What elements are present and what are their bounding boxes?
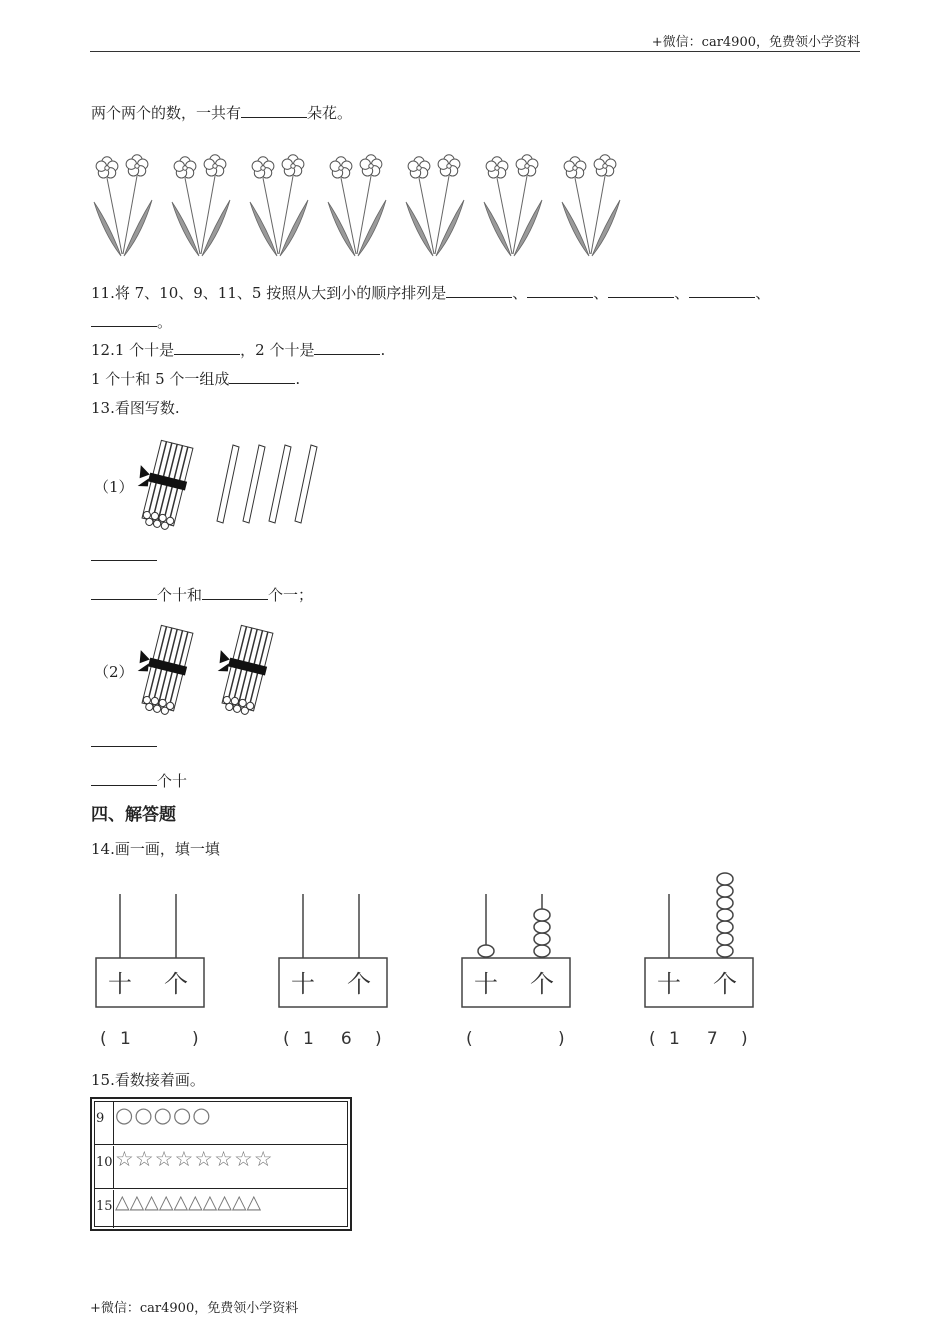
single-stick (295, 445, 317, 523)
separator: 、 (593, 284, 609, 302)
abacus (645, 873, 753, 1049)
flower-illustration (90, 148, 640, 263)
footer-text: +微信：car4900，免费领小学资料 (90, 1301, 299, 1316)
flower-group (484, 155, 542, 256)
flower-group (94, 155, 152, 256)
single-stick (217, 445, 239, 523)
q12-line2 (91, 369, 300, 389)
answer-blank[interactable] (174, 340, 240, 355)
row-divider (113, 1190, 114, 1228)
ones-bead (534, 909, 550, 921)
answer-line[interactable] (91, 746, 157, 747)
answer-blank[interactable] (91, 771, 157, 786)
flower-group (562, 155, 620, 256)
ones-bead (717, 945, 733, 957)
separator: 、 (755, 284, 771, 302)
ones-bead (717, 873, 733, 885)
answer-blank[interactable] (527, 283, 593, 298)
period: 。 (157, 313, 173, 331)
stick-bundle-of-ten (207, 622, 275, 717)
answer-value: 1 7 (669, 1029, 718, 1049)
abacus (96, 894, 204, 1049)
answer-line[interactable] (91, 560, 157, 561)
q10-text-before: 两个两个的数，一共有 (91, 104, 242, 122)
ones-label: 个 (164, 970, 188, 998)
stick-bundle-of-ten (127, 622, 195, 717)
q13-text: 个十和 (157, 586, 203, 604)
header-rule (90, 51, 860, 52)
q10-text-after: 朵花。 (307, 104, 353, 122)
flower-group (250, 155, 308, 256)
ones-bead (717, 933, 733, 945)
answer-blank[interactable] (229, 369, 295, 384)
separator: 、 (674, 284, 690, 302)
flower-group (172, 155, 230, 256)
q12-text: . (295, 370, 301, 388)
answer-blank[interactable] (241, 103, 307, 118)
q13-part1-label: （1） (94, 478, 134, 496)
header-text: +微信：car4900，免费领小学资料 (651, 35, 860, 50)
triangle-shapes: △△△△△△△△△△ (115, 1191, 262, 1213)
single-stick (243, 445, 265, 523)
q10-text (91, 103, 352, 123)
tens-label: 十 (108, 970, 132, 998)
ones-label: 个 (713, 970, 737, 998)
abacus-illustration (90, 866, 770, 1056)
table-row (95, 1146, 347, 1189)
pattern-table (90, 1097, 352, 1231)
answer-close-paren: ) (375, 1029, 382, 1049)
ones-bead (717, 897, 733, 909)
q13-part2-fill (91, 771, 187, 791)
q15-title: 15.看数接着画。 (91, 1071, 205, 1089)
ones-bead (717, 921, 733, 933)
star-shapes: ☆☆☆☆☆☆☆☆ (115, 1147, 274, 1171)
row-number: 10 (96, 1155, 113, 1170)
table-row (95, 1102, 347, 1145)
row-divider (113, 1146, 114, 1188)
single-stick (269, 445, 291, 523)
answer-blank[interactable] (314, 340, 380, 355)
answer-blank[interactable] (202, 585, 268, 600)
answer-open-paren: ( (283, 1029, 290, 1049)
ones-label: 个 (530, 970, 554, 998)
ones-bead (534, 933, 550, 945)
q12-text: . (380, 341, 386, 359)
q12-line1 (91, 340, 385, 360)
abacus (279, 894, 387, 1049)
answer-value: 1 (120, 1029, 131, 1049)
answer-open-paren: ( (649, 1029, 656, 1049)
q13-part2-label: （2） (94, 663, 134, 681)
answer-open-paren: ( (466, 1029, 473, 1049)
tens-bead (478, 945, 494, 957)
table-row (95, 1190, 347, 1228)
circle-shapes: ○○○○○ (115, 1103, 212, 1127)
answer-blank[interactable] (91, 312, 157, 327)
q11-continuation (91, 312, 172, 332)
ones-bead (534, 921, 550, 933)
answer-close-paren: ) (192, 1029, 199, 1049)
q13-text: 个十 (157, 772, 188, 790)
tens-label: 十 (657, 970, 681, 998)
answer-value: 1 6 (303, 1029, 352, 1049)
q12-text: ，2 个十是 (240, 341, 315, 359)
answer-blank[interactable] (689, 283, 755, 298)
tens-label: 十 (291, 970, 315, 998)
q13-text: 个一； (268, 586, 314, 604)
q14-title: 14.画一画，填一填 (91, 840, 220, 858)
answer-close-paren: ) (558, 1029, 565, 1049)
abacus (462, 894, 570, 1049)
separator: 、 (512, 284, 528, 302)
ones-label: 个 (347, 970, 371, 998)
q11-prompt: 11.将 7、10、9、11、5 按照从大到小的顺序排列是 (91, 284, 447, 302)
tens-label: 十 (474, 970, 498, 998)
answer-blank[interactable] (91, 585, 157, 600)
answer-close-paren: ) (741, 1029, 748, 1049)
flower-group (328, 155, 386, 256)
ones-bead (534, 945, 550, 957)
stick-bundle-illustration-1 (135, 435, 335, 535)
row-number: 9 (96, 1111, 105, 1126)
q12-text: 1 个十和 5 个一组成 (91, 370, 230, 388)
flower-group (406, 155, 464, 256)
section-title: 四、解答题 (91, 805, 176, 825)
q13-title: 13.看图写数. (91, 399, 180, 417)
ones-bead (717, 909, 733, 921)
answer-open-paren: ( (100, 1029, 107, 1049)
ones-bead (717, 885, 733, 897)
q12-text: 12.1 个十是 (91, 341, 175, 359)
stick-bundle-of-ten (127, 437, 195, 532)
row-divider (113, 1102, 114, 1144)
row-number: 15 (96, 1199, 113, 1214)
answer-blank[interactable] (608, 283, 674, 298)
q11-text (91, 283, 770, 303)
stick-bundle-illustration-2 (135, 620, 335, 720)
q13-part1-fill (91, 585, 313, 605)
answer-blank[interactable] (446, 283, 512, 298)
